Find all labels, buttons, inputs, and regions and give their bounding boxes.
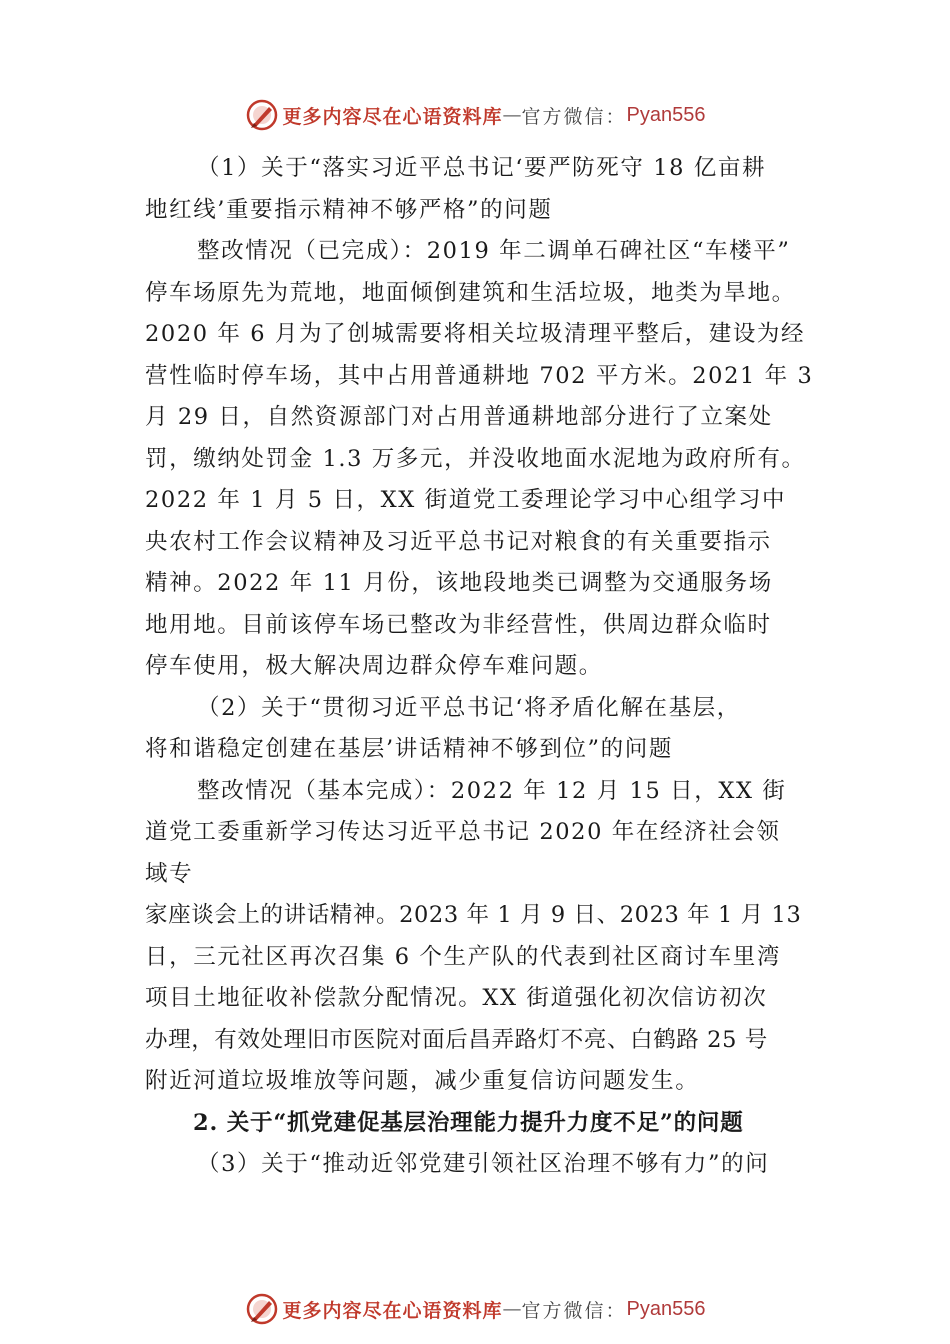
text-line: 央农村工作会议精神及习近平总书记对粮食的有关重要指示 bbox=[145, 528, 772, 555]
watermark-separator: — bbox=[502, 104, 522, 126]
text-line: （1）关于“落实习近平总书记‘要严防死守 18 亿亩耕 bbox=[197, 155, 767, 181]
watermark-separator: — bbox=[502, 1298, 522, 1320]
header-watermark bbox=[0, 95, 950, 135]
text-line: 整改情况（基本完成）：2022 年 12 月 15 日，XX 街 bbox=[197, 777, 787, 804]
text-line: 道党工委重新学习传达习近平总书记 2020 年在经济社会领 bbox=[145, 819, 781, 845]
text-line: 精神。2022 年 11 月份，该地段地类已调整为交通服务场 bbox=[145, 570, 773, 596]
text-line: 营性临时停车场，其中占用普通耕地 702 平方米。2021 年 3 bbox=[145, 362, 814, 389]
text-line: （2）关于“贯彻习近平总书记‘将矛盾化解在基层， bbox=[197, 694, 741, 721]
text-line: 停车使用，极大解决周边群众停车难问题。 bbox=[145, 653, 603, 679]
watermark-label: 官方微信： bbox=[521, 105, 627, 128]
text-line: 家座谈会上的讲话精神。2023 年 1 月 9 日、2023 年 1 月 13 bbox=[145, 902, 802, 928]
watermark-id: Pyan556 bbox=[626, 1297, 706, 1320]
watermark-main-text: 更多内容尽在心语资料库 bbox=[282, 105, 503, 128]
text-line: 月 29 日，自然资源部门对占用普通耕地部分进行了立案处 bbox=[145, 404, 773, 430]
text-line: 办理，有效处理旧市医院对面后昌弄路灯不亮、白鹤路 25 号 bbox=[145, 1026, 768, 1053]
text-line: 地红线’重要指示精神不够严格”的问题 bbox=[145, 196, 553, 223]
text-line: 地用地。目前该停车场已整改为非经营性，供周边群众临时 bbox=[145, 611, 772, 638]
text-line: 2022 年 1 月 5 日，XX 街道党工委理论学习中心组学习中 bbox=[145, 487, 787, 513]
text-line: 附近河道垃圾堆放等问题，减少重复信访问题发生。 bbox=[145, 1068, 700, 1094]
pen-logo-icon bbox=[245, 1292, 279, 1326]
text-line: 整改情况（已完成）：2019 年二调单石碑社区“车楼平” bbox=[197, 238, 791, 264]
document-body bbox=[145, 148, 815, 1186]
section-heading: 2. 关于“抓党建促基层治理能力提升力度不足”的问题 bbox=[193, 1109, 744, 1136]
text-line: 域专 bbox=[145, 860, 194, 887]
text-line: 停车场原先为荒地，地面倾倒建筑和生活垃圾，地类为旱地。 bbox=[145, 279, 796, 306]
watermark-label: 官方微信： bbox=[521, 1299, 627, 1322]
watermark-main-text: 更多内容尽在心语资料库 bbox=[282, 1299, 503, 1322]
text-line: 将和谐稳定创建在基层’讲话精神不够到位”的问题 bbox=[145, 736, 673, 762]
text-line: 日，三元社区再次召集 6 个生产队的代表到社区商讨车里湾 bbox=[145, 943, 781, 970]
text-line: 项目土地征收补偿款分配情况。XX 街道强化初次信访初次 bbox=[145, 985, 768, 1011]
text-line: （3）关于“推动近邻党建引领社区治理不够有力”的问 bbox=[197, 1151, 770, 1177]
text-line: 2020 年 6 月为了创城需要将相关垃圾清理平整后，建设为经 bbox=[145, 321, 806, 347]
watermark-id: Pyan556 bbox=[626, 103, 706, 126]
pen-logo-icon bbox=[245, 98, 279, 132]
text-line: 罚，缴纳处罚金 1.3 万多元，并没收地面水泥地为政府所有。 bbox=[145, 445, 806, 472]
footer-watermark bbox=[0, 1289, 950, 1329]
